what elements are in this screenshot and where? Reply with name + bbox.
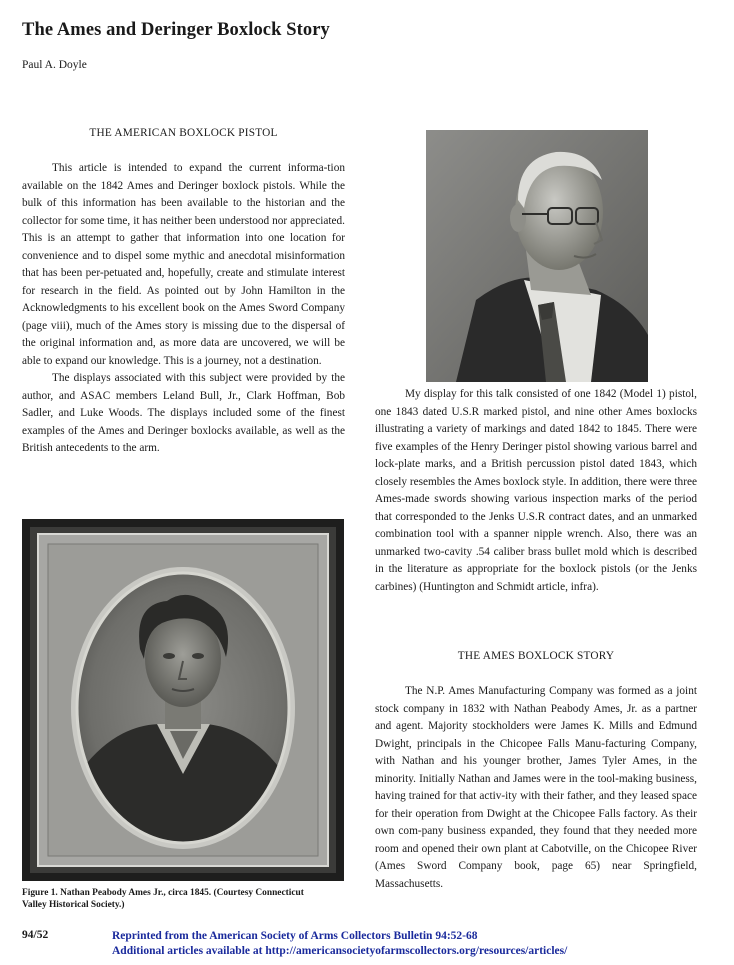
paragraph-np-ames-company: The N.P. Ames Manufacturing Company was formed as a joint stock company in 1832 with Nathan Peabody Ames, Jr. as a partner and agent. Majority stockholders were James K. Mills and Edmund Dwight, principals in the Chicopee Falls Manu-facturing Company, with Nathan and his younger brother, James Tyler Ames, in the minority. Initially Nathan and James were in the tool-making business, having trained for that activ-ity with their father, and they leased space for their operation from Dwight at the Chicopee Falls factory. As their own com-pany business expanded, they found that they needed more room and opened their own plant at Cabotville, on the Chicopee River (Ames Sword Company book, page 65) near Springfield, Massachusetts. [375, 685, 697, 890]
reprint-citation: Reprinted from the American Society of Arms Collectors Bulletin 94:52-68 [112, 930, 478, 942]
paragraph-displays: The displays associated with this subject were provided by the author, and ASAC members Leland Bull, Jr., Clark Hoffman, Bob Sadler, and Luke Woods. The displays included some of the finest examples of the Ames and Deringer boxlocks available, as well as the British antecedents to the arm. [22, 372, 345, 454]
page-number: 94/52 [22, 929, 49, 941]
right-column-display-text [375, 386, 697, 596]
left-column-text [22, 160, 345, 458]
more-articles-link[interactable]: Additional articles available at http://americansocietyofarmscollectors.org/resources/articles/ [112, 944, 568, 957]
reprint-notice [112, 929, 567, 958]
paragraph-my-display: My display for this talk consisted of one 1842 (Model 1) pistol, one 1843 dated U.S.R marked pistol, and nine other Ames boxlocks illustrating a variety of markings and dated 1842 to 1845. There were five examples of the Henry Deringer pistol showing various barrel and lock-plate marks, and a British percussion pistol dated 1843, which closely resembles the Ames boxlock style. In addition, there were three Ames-made swords showing various inspection marks of the period that corresponded to the Jenks U.S.R contract dates, and an unmarked combination tool with a spanner nipple wrench. Also, there was an unmarked two-cavity .54 caliber brass bullet mold which is described in the literature as appropriate for the boxlock pistols (or the Jenks carbines) (Huntington and Schmidt article, infra). [375, 388, 697, 593]
daguerreotype-image [22, 519, 344, 881]
paragraph-intro: This article is intended to expand the current informa-tion available on the 1842 Ames and Deringer boxlock pistols. While the bulk of this information has been available to the historian and the collector for some time, it has neither been understood nor appreciated. This is an attempt to gather that information into one location for convenience and to dispel some mythic and anecdotal misinformation that has been per-petuated and, hopefully, create and stimulate interest for research in the field. As pointed out by John Hamilton in the Acknowledgments to his excellent book on the Ames Sword Company (page viii), much of the Ames story is missing due to the dispersal of the original information and, as more data are uncovered, we will be able to expand our knowledge. This is a journey, not a destination. [22, 162, 345, 367]
author-photo-image [426, 130, 648, 382]
figure-1-caption: Figure 1. Nathan Peabody Ames Jr., circa 1845. (Courtesy Connecticut Valley Historical Society.) [22, 888, 304, 910]
right-column-story-text [375, 683, 697, 893]
author-name: Paul A. Doyle [22, 59, 87, 71]
section-heading-american-boxlock: THE AMERICAN BOXLOCK PISTOL [89, 127, 278, 139]
article-title: The Ames and Deringer Boxlock Story [22, 20, 330, 40]
author-photo [426, 130, 648, 382]
figure-1-daguerreotype [22, 519, 344, 881]
section-heading-ames-boxlock-story: THE AMES BOXLOCK STORY [457, 650, 615, 662]
